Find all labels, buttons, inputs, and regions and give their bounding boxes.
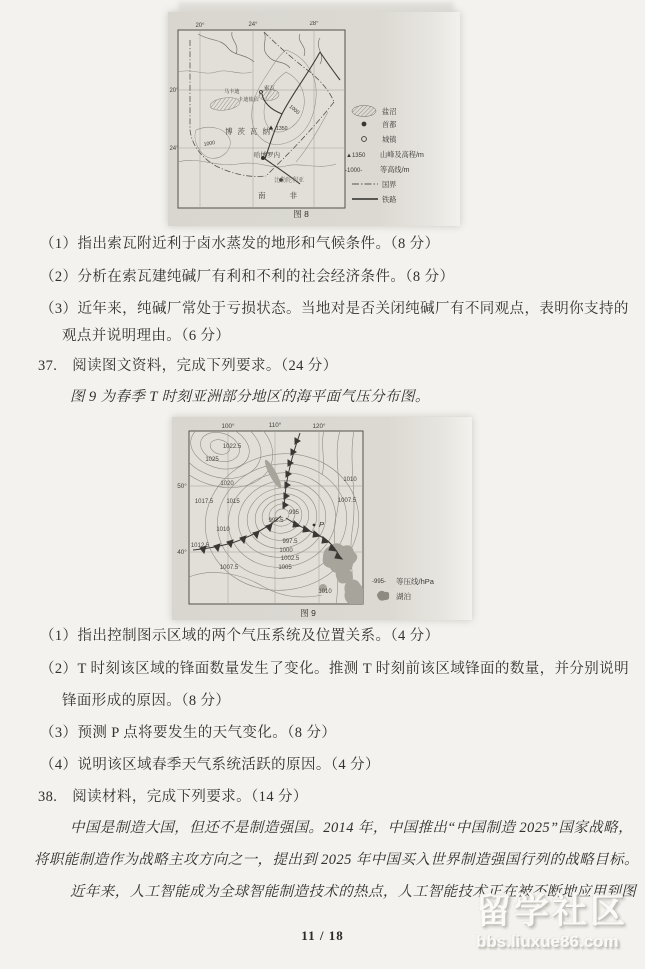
map8-lon-24: 24° [248,22,258,28]
legend-contour-label: 等高线/m [380,165,410,174]
label-gaborone: 哈博罗内 [254,152,280,159]
page-number: 11 / 18 [301,928,344,943]
q38-header: 38. 阅读材料，完成下列要求。（14 分） [38,789,308,805]
figure8-map-photo [168,12,460,226]
map8-frame [178,30,345,208]
point-p-label: P [319,520,325,529]
label-contour-1000-a: 1000 [287,103,301,116]
legend-lake-label: 湖泊 [396,592,411,601]
map9-lon-100: 100° [221,423,235,430]
legend-peak-symbol: ▲1350 [346,153,366,159]
q38-para2-line1: 近年来，人工智能成为全球智能制造技术的热点，人工智能技术正在被不断地应用到图 [70,884,637,900]
label-botswana: 博茨瓦纳 [225,127,275,136]
watermark-title: 留学社区 [476,892,629,931]
watermark [476,894,628,950]
q36-item2: （2）分析在索瓦建纯碱厂有利和不利的社会经济条件。（8 分） [40,269,455,285]
isobar-label: 1010 [318,589,332,595]
q36-item3-line2: 观点并说明理由。（6 分） [62,328,231,344]
q37-header: 37. 阅读图文资料，完成下列要求。（24 分） [38,358,338,374]
legend-railway-label: 铁路 [382,195,397,204]
isobar-label: 997.5 [282,539,298,545]
legend-border-label: 国界 [382,180,397,189]
map9-lon-110: 110° [268,422,282,429]
legend-town-label: 城镇 [382,135,397,144]
map8-lon-20: 20° [195,23,205,29]
isobar-label: 1020 [220,481,234,487]
q37-item4: （4）说明该区域春季天气系统活跃的原因。（4 分） [40,757,380,773]
map8-lat-20: 20° [169,88,179,94]
legend-capital-symbol [362,122,367,127]
isobar-label: 1022.5 [222,444,242,450]
map9-legend [372,576,435,601]
isobar-label: 1012.5 [190,543,210,549]
q37-item1: （1）指出控制图示区域的两个气压系统及位置关系。（4 分） [40,628,440,644]
q37-item2-line2: 锋面形成的原因。（8 分） [62,693,231,709]
isobar-label: 1007.5 [337,498,357,504]
figure9-map-image [172,417,472,620]
map9-lon-120: 120° [312,423,326,430]
q38-para1-line2: 将职能制造作为战略主攻方向之一，提出到 2025 年中国买入世界制造强国行列的战略目标。 [34,852,639,868]
label-peak-1350: 1350 [276,126,288,132]
isobar-label: 1010 [343,477,357,483]
q37-intro: 图 9 为春季 T 时刻亚洲部分地区的海平面气压分布图。 [70,389,430,405]
figure8-caption: 图 8 [293,209,309,219]
map8-legend [345,106,424,205]
isobar-label: 992.5 [268,518,284,524]
q38-para1-line1: 中国是制造大国，但还不是制造强国。2014 年，中国推出“中国制造 2025”国家战略， [70,820,633,836]
map8-lat-24: 24° [169,146,179,152]
map9-lat-50: 50° [177,483,187,490]
scan-artifact [178,2,454,11]
figure9-caption: 图 9 [300,608,316,618]
watermark-url: bbs.liuxue86.com [476,932,619,951]
label-sua: 索瓦 [264,86,276,92]
isobar-label: 1025 [205,457,219,463]
label-south-africa: 南非 [258,191,321,200]
legend-salt-marsh-symbol [352,106,376,117]
legend-lake-symbol [377,591,389,601]
q36-item1: （1）指出索瓦附近利于卤水蒸发的地形和气候条件。（8 分） [40,236,440,252]
label-makgadikgadi-2: 卡迪盐沼 [238,97,259,103]
q36-item3-line1: （3）近年来，纯碱厂常处于亏损状态。当地对是否关闭纯碱厂有不同观点，表明你支持的 [40,301,629,317]
legend-town-symbol [362,137,367,142]
isobar-label: 1010 [216,527,230,533]
isobar-label: 1002.5 [280,556,300,562]
legend-peak-label: 山峰及高程/m [380,150,424,159]
isobar-label: 1005 [278,565,292,571]
isobar-label: 995 [288,510,300,516]
label-makgadikgadi-1: 马卡迪 [224,89,240,95]
legend-contour-symbol: -1000- [345,168,363,174]
map9-lat-40: 40° [177,549,187,556]
legend-isobar-label: 等压线/hPa [396,577,434,586]
isobar-label: 1015 [226,499,240,505]
figure8-map-image [168,12,460,226]
label-pretoria: 比勒陀利亚 [274,178,305,184]
legend-salt-marsh-label: 盐沼 [382,107,397,116]
legend-capital-label: 首都 [382,120,397,129]
q37-item2-line1: （2）T 时刻该区域的锋面数量发生了变化。推测 T 时刻前该区域锋面的数量，并分别说明 [40,661,630,677]
label-contour-1000-b: 1000 [203,140,216,148]
isobar-label: 1017.5 [194,499,214,505]
q37-item3: （3）预测 P 点将要发生的天气变化。（8 分） [40,725,337,741]
map8-lon-28: 28° [309,21,319,27]
legend-isobar-symbol: -995- [372,579,387,585]
isobar-label: 1000 [279,548,293,554]
isobar-label: 1007.5 [219,565,239,571]
figure9-map-photo [172,417,472,620]
point-p-marker [313,524,316,527]
